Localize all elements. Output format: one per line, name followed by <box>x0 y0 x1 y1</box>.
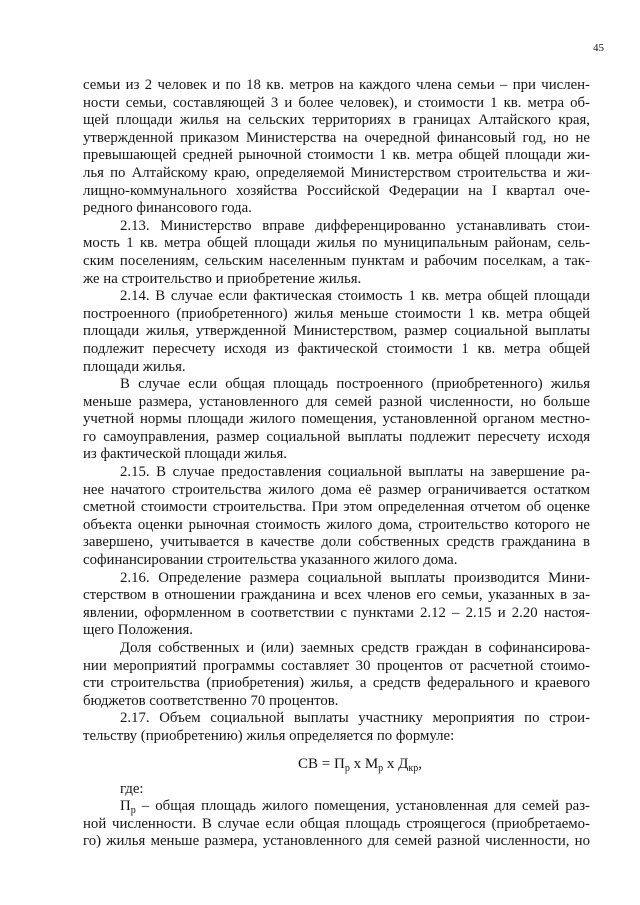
formula-equals: = <box>321 755 331 772</box>
formula-tail: , <box>418 755 423 772</box>
text-line: подлежит пересчету исходя из фактической стоимости 1 кв. метра общей <box>83 340 590 357</box>
definition-area <box>83 798 590 851</box>
text-line: го) жилья меньше размера, установленного для семей разной численности, но <box>83 833 590 850</box>
text-line: же на строительство и приобретение жилья. <box>83 270 362 287</box>
text-line <box>83 798 590 816</box>
clause-2-13 <box>83 218 590 288</box>
formula-term-area: П <box>333 755 345 772</box>
text-line: нии мероприятий программы составляет 30 процентов от расчетной стоимо- <box>83 657 590 674</box>
document-body <box>83 77 590 851</box>
payment-formula <box>83 754 590 774</box>
definition-symbol: П <box>120 798 131 815</box>
text-line: лищно-коммунального хозяйства Российской Федерации на I квартал оче- <box>83 182 590 199</box>
formula-multiply: х <box>353 755 362 772</box>
formula-term-price-subscript: р <box>378 762 384 774</box>
text-line: тельству (приобретению) жилья определяется по формуле: <box>83 727 455 744</box>
text-line: щей площади жилья на сельских территориях в границах Алтайского края, <box>83 112 590 129</box>
text-line: 2.15. В случае предоставления социальной выплаты на завершение ра- <box>120 464 590 481</box>
page-number: 45 <box>593 42 604 54</box>
text-line: 2.16. Определение размера социальной выплаты производится Мини- <box>120 569 590 586</box>
text-line: ной численности. В случае если общая площадь строящегося (приобретаемо- <box>83 815 590 832</box>
clause-2-14 <box>83 288 590 376</box>
text-line: из фактической площади жилья. <box>83 446 287 463</box>
text-line: 2.14. В случае если фактическая стоимость 1 кв. метра общей площади <box>120 288 590 305</box>
text-line: объекта оценки рыночная стоимость жилого дома, строительство которого не <box>83 516 590 533</box>
where-label: где: <box>120 780 144 797</box>
definition-symbol-subscript: р <box>130 805 136 817</box>
text-line: мость 1 кв. метра общей площади жилья по муниципальным районам, сель- <box>83 235 590 252</box>
text-line: щего Положения. <box>83 622 194 639</box>
text-line: площади жилья. <box>83 358 186 375</box>
text-line: стерством в отношении гражданина и всех членов его семьи, указанных в за- <box>83 587 590 604</box>
clause-2-17 <box>83 710 590 745</box>
text-line: ским поселениям, сельским населенным пунктам и рабочим поселкам, а так- <box>83 252 590 269</box>
text-line: построенного (приобретенного) жилья меньше стоимости 1 кв. метра общей <box>83 305 590 322</box>
text-line: ности семьи, составляющей 3 и более человек), и стоимости 1 кв. метра об- <box>83 94 590 111</box>
text-line: завершено, учитывается в качестве доли собственных средств гражданина в <box>83 534 590 551</box>
text-line: утвержденной приказом Министерства на очередной финансовый год, но не <box>83 129 590 146</box>
formula-term-share-subscript: кр <box>408 762 419 774</box>
text-line: Доля собственных и (или) заемных средств граждан в софинансирова- <box>120 640 590 656</box>
text-line: превышающей средней рыночной стоимости 1 кв. метра общей площади жи- <box>83 147 590 164</box>
text-line: явлении, оформленном в соответствии с пунктами 2.12 – 2.15 и 2.20 настоя- <box>83 604 590 621</box>
text-line: бюджетов соответственно 70 процентов. <box>83 692 339 709</box>
text-line: нее начатого строительства жилого дома её размер ограничивается остатком <box>83 481 590 498</box>
definition-text: – общая площадь жилого помещения, установленная для семей раз- <box>135 798 590 815</box>
paragraph-area-recalculation <box>83 376 590 464</box>
formula-term-price: М <box>364 755 379 772</box>
text-line: редного финансового года. <box>83 200 252 217</box>
text-line: семьи из 2 человек и по 18 кв. метров на каждого члена семьи – при числен- <box>83 77 590 93</box>
paragraph-cofinancing-share <box>83 640 590 710</box>
text-line: площади жилья, утвержденной Министерством, размер социальной выплаты <box>83 323 590 340</box>
text-line: сти строительства (приобретения) жилья, а средств федерального и краевого <box>83 675 590 692</box>
text-line: лья по Алтайскому краю, определяемой Министерством строительства и жи- <box>83 164 590 181</box>
text-line: сметной стоимости строительства. При этом определенная отчетом об оценке <box>83 499 590 516</box>
text-line: В случае если общая площадь построенного (приобретенного) жилья <box>120 376 590 393</box>
text-line: 2.17. Объем социальной выплаты участнику мероприятия по строи- <box>120 710 590 727</box>
text-line: 2.13. Министерство вправе дифференцированно устанавливать стои- <box>120 217 590 234</box>
clause-2-15 <box>83 464 590 570</box>
paragraph-continuation <box>83 77 590 218</box>
formula-multiply: х <box>386 755 395 772</box>
formula-lhs: СВ <box>298 755 319 772</box>
text-line: меньше размера, установленного для семей разной численности, но больше <box>83 393 590 410</box>
text-line: го самоуправления, размер социальной выплаты подлежит пересчету исходя <box>83 428 590 445</box>
formula-term-share: Д <box>398 755 409 772</box>
clause-2-16 <box>83 570 590 640</box>
text-line: учетной нормы площади жилого помещения, установленной органом местно- <box>83 411 590 428</box>
text-line: софинансировании строительства указанного жилого дома. <box>83 552 458 569</box>
formula-term-area-subscript: р <box>344 762 350 774</box>
